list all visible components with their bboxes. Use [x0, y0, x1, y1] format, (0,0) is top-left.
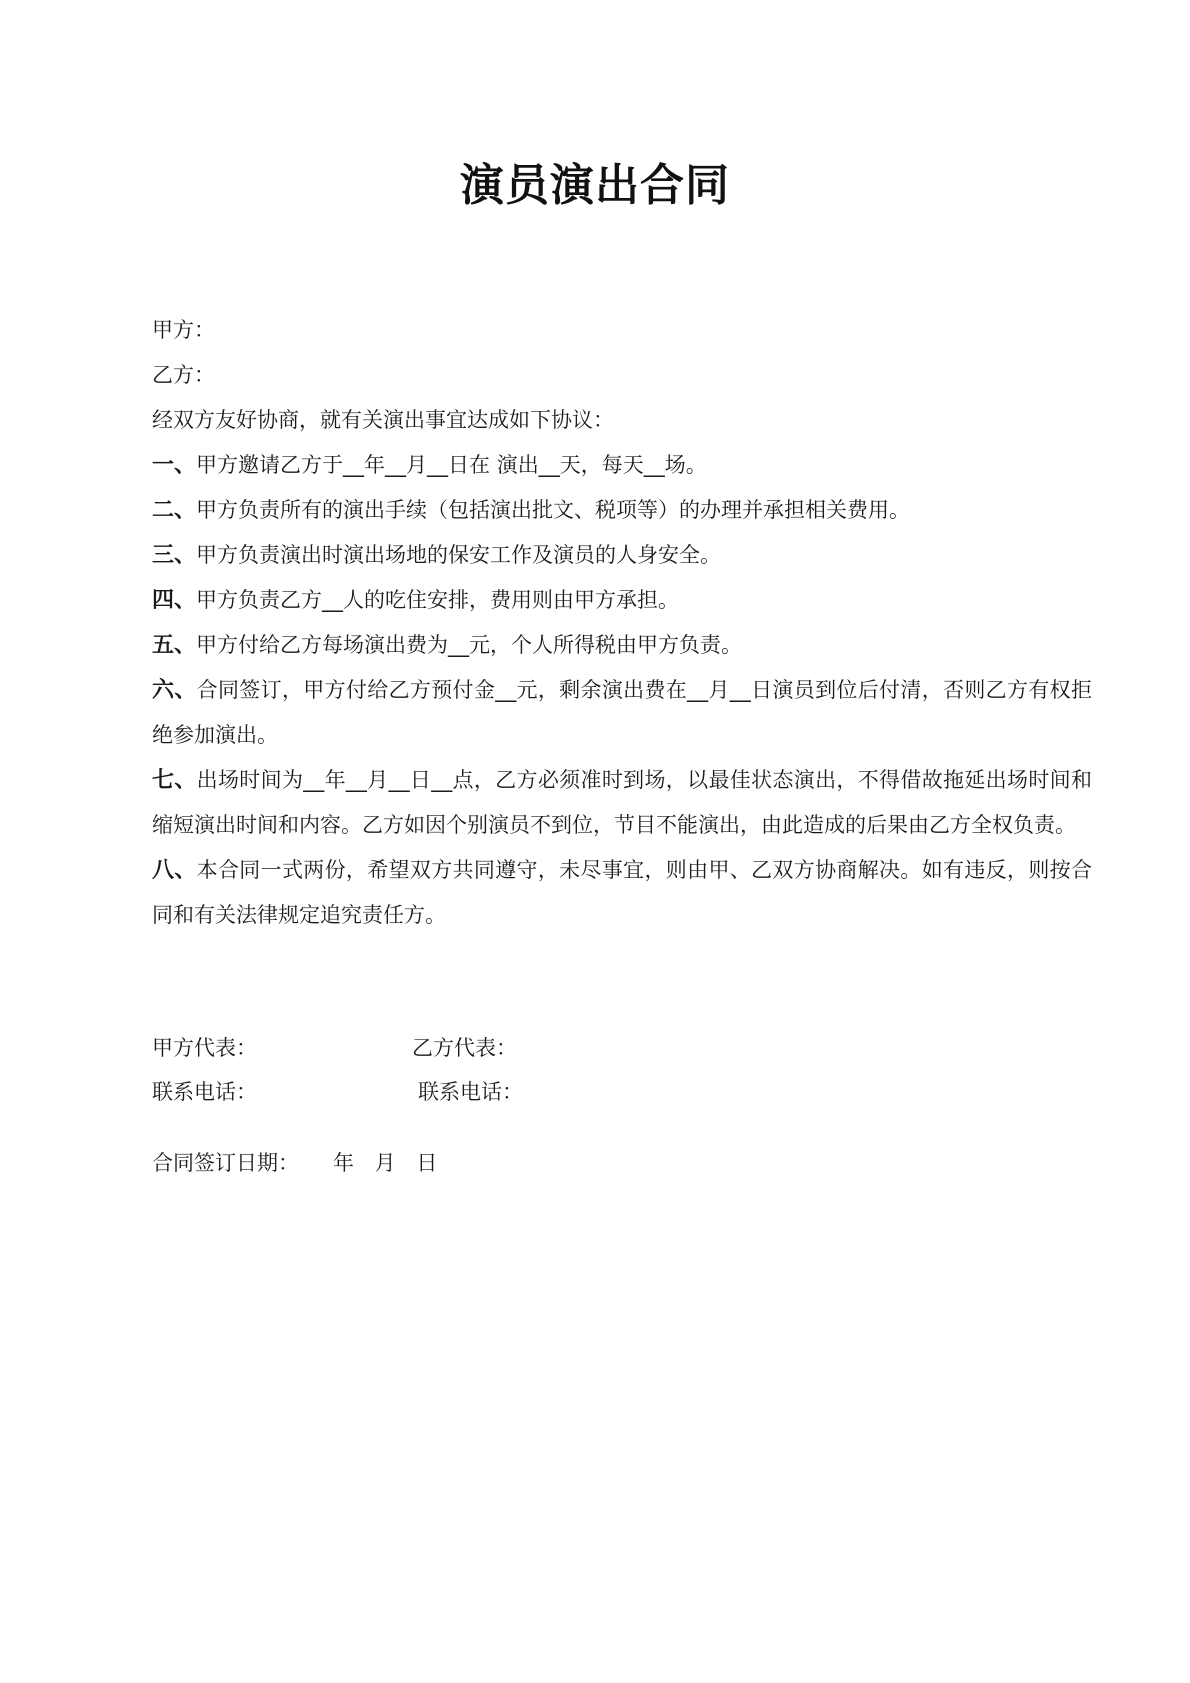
- clause-4: [152, 578, 1092, 623]
- clause-number: 四、: [152, 588, 197, 613]
- phone-row: [152, 1070, 952, 1114]
- signing-date-label: 合同签订日期：: [152, 1151, 299, 1175]
- clause-text: 甲方付给乙方每场演出费为__元，个人所得税由甲方负责。: [196, 633, 743, 657]
- clause-3: [152, 533, 1092, 578]
- clause-text: 甲方负责乙方__人的吃住安排，费用则由甲方承担。: [196, 588, 680, 612]
- signature-block: [152, 1026, 952, 1114]
- clause-text: 甲方邀请乙方于__年__月__日在 演出__天，每天__场。: [196, 453, 707, 477]
- contract-body: [152, 308, 1092, 938]
- signing-date-row: [152, 1141, 437, 1185]
- clause-text: 出场时间为__年__月__日__点，乙方必须准时到场，以最佳状态演出，不得借故拖延出场时间和缩短演出时间和内容。乙方如因个别演员不到位，节目不能演出，由此造成的后果由乙方全权负责。: [152, 768, 1092, 837]
- clause-number: 六、: [152, 678, 197, 703]
- clause-6: [152, 668, 1092, 758]
- clause-text: 合同签订，甲方付给乙方预付金__元，剩余演出费在__月__日演员到位后付清，否则乙方有权拒绝参加演出。: [152, 678, 1092, 747]
- clause-text: 甲方负责所有的演出手续（包括演出批文、税项等）的办理并承担相关费用。: [196, 498, 911, 522]
- representative-row: [152, 1026, 952, 1070]
- party-a-line: 甲方：: [152, 318, 215, 342]
- party-b-line: 乙方：: [152, 363, 215, 387]
- document-title: 演员演出合同: [460, 160, 730, 211]
- clause-8: [152, 848, 1092, 938]
- party-a-phone: 联系电话：: [152, 1080, 257, 1104]
- clause-1: [152, 443, 1092, 488]
- clause-text: 本合同一式两份，希望双方共同遵守，未尽事宜，则由甲、乙双方协商解决。如有违反，则按合同和有关法律规定追究责任方。: [152, 858, 1092, 927]
- party-b-representative: 乙方代表：: [412, 1036, 517, 1060]
- clause-number: 七、: [152, 768, 197, 793]
- intro-line: 经双方友好协商，就有关演出事宜达成如下协议：: [152, 408, 614, 432]
- clause-2: [152, 488, 1092, 533]
- party-a-representative: 甲方代表：: [152, 1036, 257, 1060]
- clause-number: 八、: [152, 858, 197, 883]
- clause-number: 五、: [152, 633, 197, 658]
- party-b-phone: 联系电话：: [418, 1080, 523, 1104]
- clause-text: 甲方负责演出时演出场地的保安工作及演员的人身安全。: [196, 543, 722, 567]
- signing-date-fields: 年 月 日: [333, 1151, 438, 1175]
- clause-5: [152, 623, 1092, 668]
- clause-number: 一、: [152, 453, 197, 478]
- clause-7: [152, 758, 1092, 848]
- clause-number: 三、: [152, 543, 197, 568]
- clause-number: 二、: [152, 498, 197, 523]
